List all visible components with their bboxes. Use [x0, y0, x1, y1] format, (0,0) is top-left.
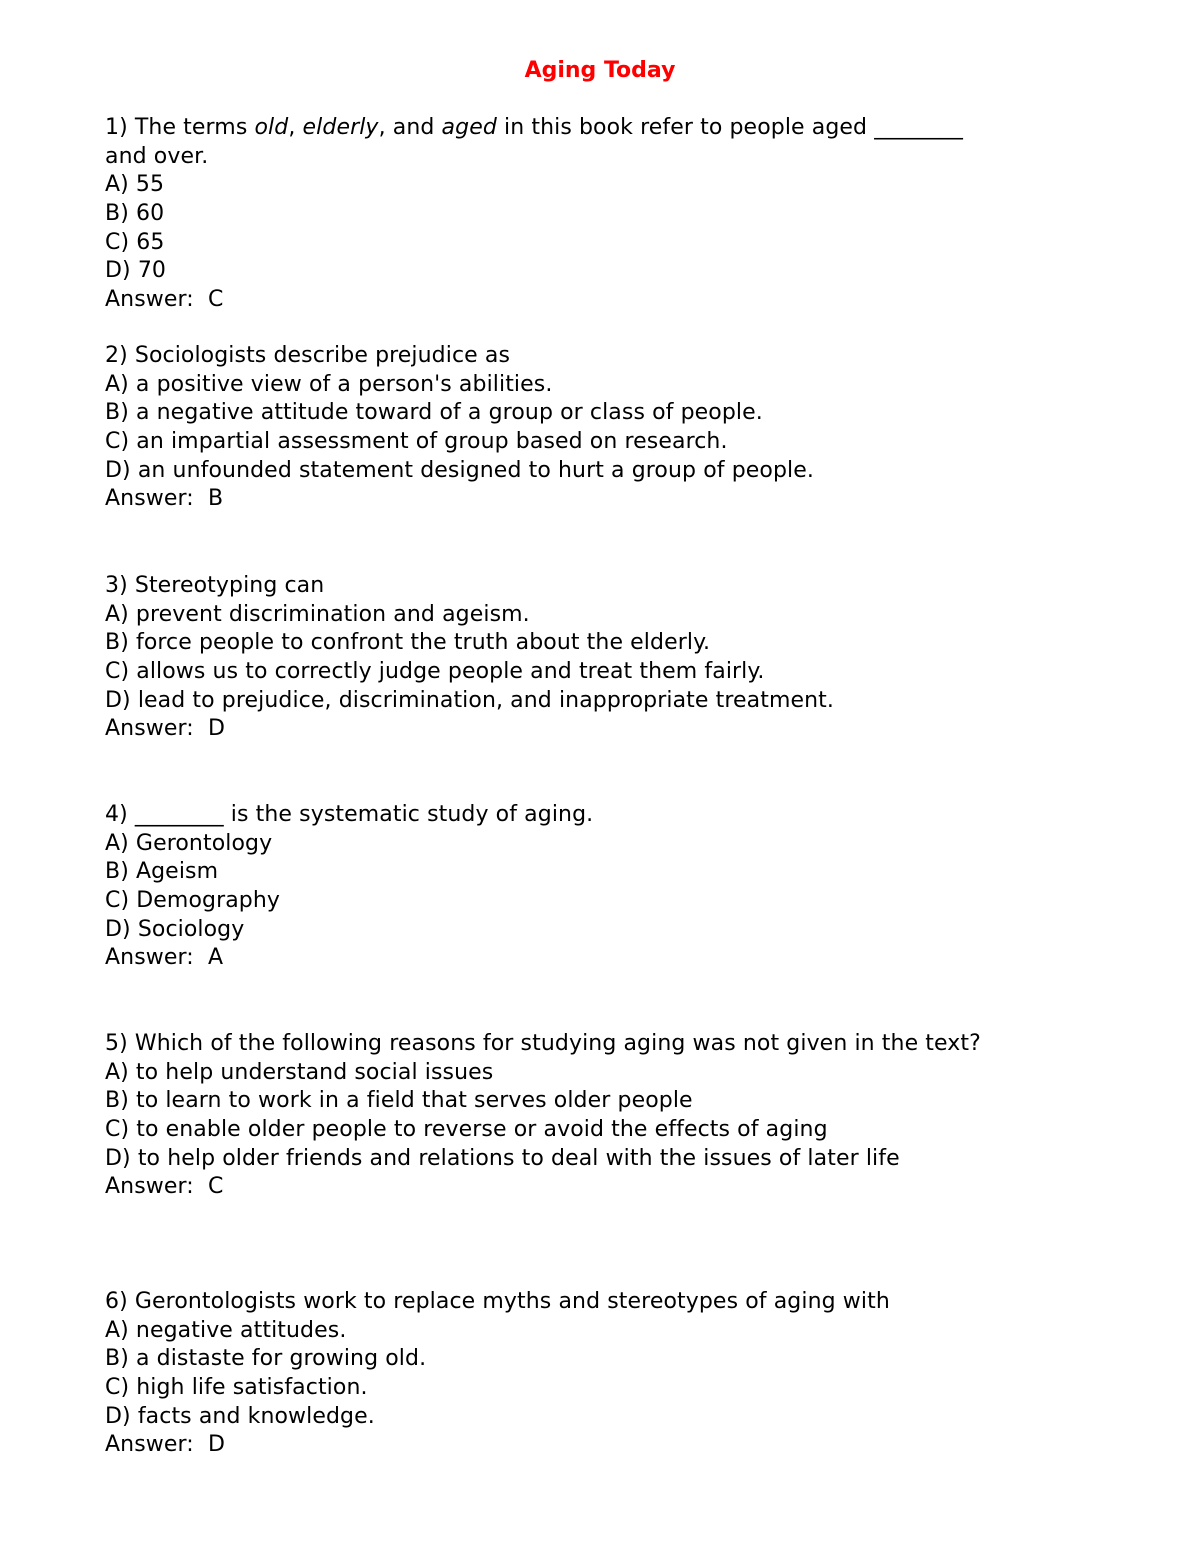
option-c: C) 65	[105, 229, 165, 255]
option-d: D) Sociology	[105, 916, 245, 942]
option-c: C) allows us to correctly judge people and treat them fairly.	[105, 659, 765, 685]
question-6	[105, 1288, 1095, 1460]
answer: Answer: D	[105, 716, 225, 742]
question-stem: 4) ________ is the systematic study of aging.	[105, 802, 594, 827]
answer: Answer: C	[105, 287, 224, 313]
option-b: B) Ageism	[105, 859, 219, 885]
option-b: B) 60	[105, 201, 165, 227]
option-c: C) an impartial assessment of group based on research.	[105, 429, 728, 455]
question-1	[105, 114, 1095, 315]
option-a: A) Gerontology	[105, 830, 273, 856]
question-stem: 3) Stereotyping can	[105, 573, 325, 598]
option-b: B) to learn to work in a field that serves older people	[105, 1088, 693, 1114]
option-c: C) high life satisfaction.	[105, 1375, 368, 1401]
question-3	[105, 572, 1095, 744]
question-stem-continued: and over.	[105, 143, 209, 169]
answer: Answer: D	[105, 1432, 225, 1458]
option-b: B) a negative attitude toward of a group or class of people.	[105, 400, 763, 426]
option-d: D) facts and knowledge.	[105, 1403, 375, 1429]
question-2	[105, 342, 1095, 514]
option-d: D) lead to prejudice, discrimination, and inappropriate treatment.	[105, 687, 834, 713]
option-c: C) to enable older people to reverse or avoid the effects of aging	[105, 1117, 828, 1143]
option-a: A) 55	[105, 172, 165, 198]
question-stem: 6) Gerontologists work to replace myths and stereotypes of aging with	[105, 1289, 890, 1314]
option-d: D) an unfounded statement designed to hurt a group of people.	[105, 457, 814, 483]
question-stem: 2) Sociologists describe prejudice as	[105, 343, 511, 368]
answer: Answer: C	[105, 1174, 224, 1200]
question-stem: 5) Which of the following reasons for studying aging was not given in the text?	[105, 1031, 981, 1056]
question-4	[105, 801, 1095, 973]
document-title: Aging Today	[524, 58, 676, 83]
option-a: A) prevent discrimination and ageism.	[105, 601, 530, 627]
option-a: A) to help understand social issues	[105, 1059, 494, 1085]
answer: Answer: A	[105, 945, 224, 971]
option-d: D) to help older friends and relations to deal with the issues of later life	[105, 1145, 900, 1171]
option-c: C) Demography	[105, 888, 281, 914]
question-stem: 1) The terms old, elderly, and aged in this book refer to people aged ________	[105, 115, 964, 140]
question-5	[105, 1030, 1095, 1202]
option-b: B) force people to confront the truth about the elderly.	[105, 630, 711, 656]
option-a: A) a positive view of a person's abilities.	[105, 371, 553, 397]
option-d: D) 70	[105, 258, 167, 284]
option-b: B) a distaste for growing old.	[105, 1346, 427, 1372]
answer: Answer: B	[105, 486, 224, 512]
option-a: A) negative attitudes.	[105, 1317, 347, 1343]
